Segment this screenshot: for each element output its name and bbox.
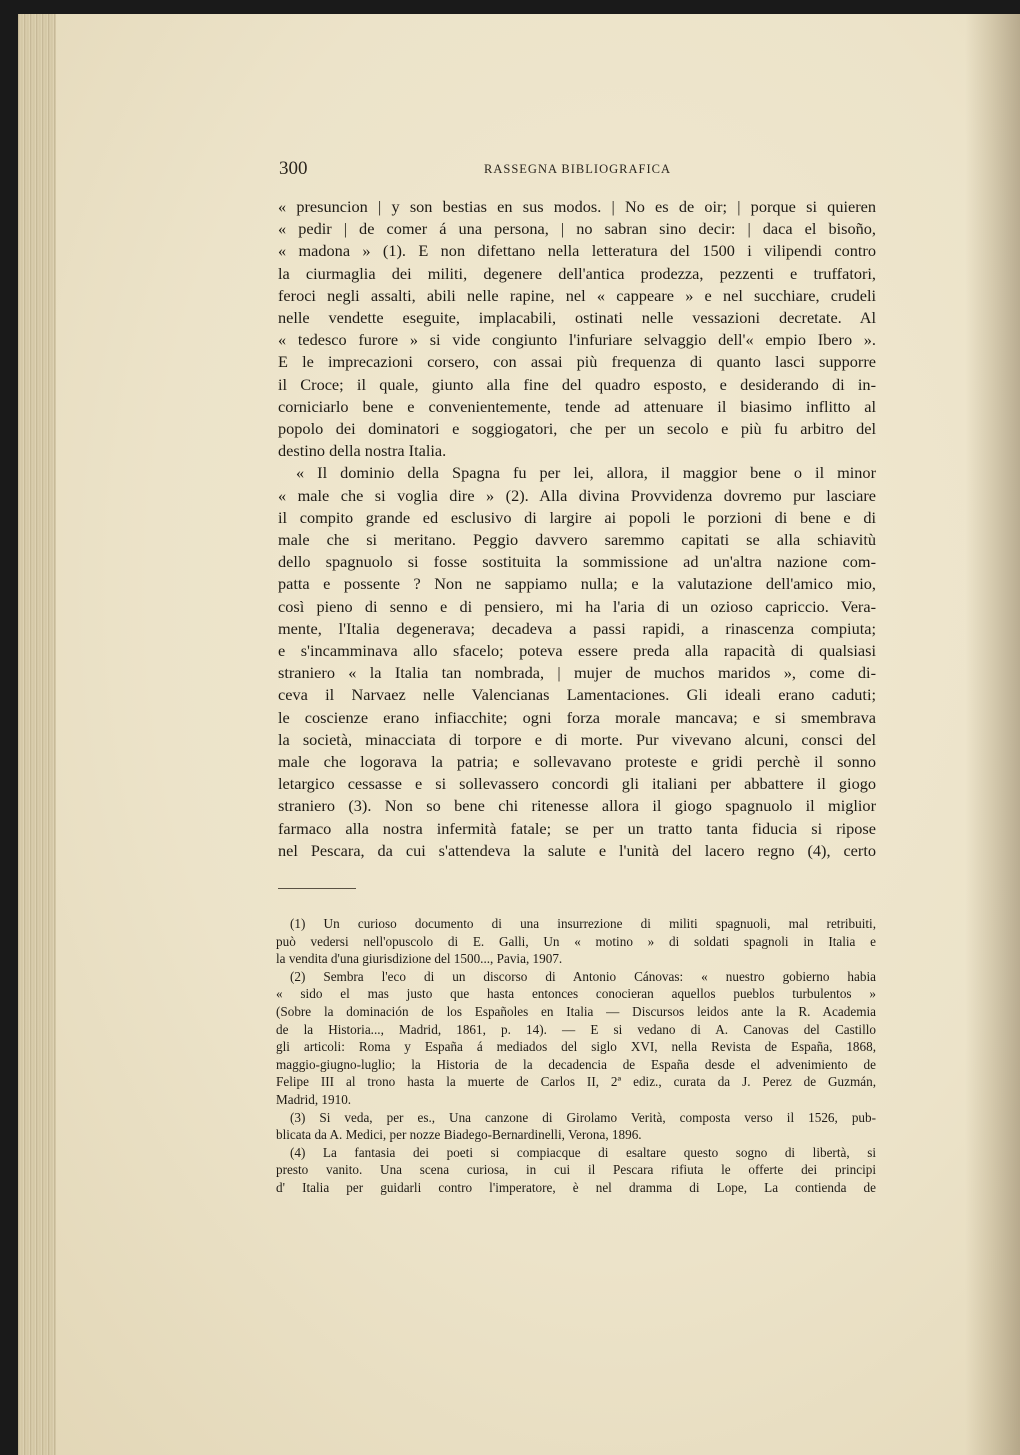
text-line: straniero « la Italia tan nombrada, | mujer de muchos maridos », come di- [278,663,876,683]
binding-gutter [965,14,1020,1455]
text-line: così pieno di senno e di pensiero, mi ha l'aria di un ozioso capriccio. Vera- [278,596,876,616]
text-line: feroci negli assalti, abili nelle rapine, nel « cappeare » e nel succhiare, crudeli [278,285,876,305]
text-line: male che si meritano. Peggio davvero saremmo capitati se alla schiavitù [278,530,876,550]
text-line: nelle vendette eseguite, implacabili, ostinati nelle vessazioni decretate. Al [278,308,876,328]
page-header [279,158,876,180]
text-line: male che logorava la patria; e sollevavano proteste e gridi perchè il sonno [278,752,876,772]
footnote-line: d' Italia per guidarli contro l'imperatore, è nel dramma di Lope, La contienda de [276,1179,876,1195]
text-line: « tedesco furore » si vide congiunto l'infuriare selvaggio dell'« empio Ibero ». [278,330,876,350]
text-line: dello spagnuolo si fosse sostituita la sommissione ad un'altra nazione com- [278,552,876,572]
footnote-line: Felipe III al trono hasta la muerte de Carlos II, 2ª ediz., curata da J. Perez de Guzmán, [276,1074,876,1090]
footnotes [276,915,876,1197]
text-line: « male che si voglia dire » (2). Alla divina Provvidenza dovremo pur lasciare [278,485,876,505]
page-edges [18,14,56,1455]
text-line: letargico cessasse e si sollevassero concordi gli italiani per abbattere il giogo [278,774,876,794]
text-line: straniero (3). Non so bene chi ritenesse allora il giogo spagnuolo il miglior [278,796,876,816]
text-line: farmaco alla nostra infermità fatale; se per un tratto tanta fiducia si ripose [278,818,876,838]
footnote-line: « sido el mas justo que hasta entonces conocieran aquellos pueblos turbulentos » [276,986,876,1002]
text-line: il compito grande ed esclusivo di largire ai popoli le porzioni di bene e di [278,507,876,527]
footnote-line: blicata da A. Medici, per nozze Biadego-Bernardinelli, Verona, 1896. [276,1127,642,1143]
footnote-line: Madrid, 1910. [276,1091,352,1107]
text-line: « madona » (1). E non difettano nella letteratura del 1500 i vilipendi contro [278,241,876,261]
text-line: e s'incamminava allo sfacelo; poteva essere preda alla rapacità di qualsiasi [278,641,876,661]
text-line: la ciurmaglia dei militi, degenere dell'antica prodezza, pezzenti e truffatori, [278,263,876,283]
footnote-line: (3) Si veda, per es., Una canzone di Girolamo Verità, composta verso il 1526, pub- [290,1109,876,1125]
text-line: « Il dominio della Spagna fu per lei, allora, il maggior bene o il minor [296,463,876,483]
text-line: destino della nostra Italia. [278,441,447,461]
text-line: le coscienze erano infiacchite; ogni forza morale mancava; e si smembrava [278,707,876,727]
page-number: 300 [279,158,308,179]
footnote-line: presto vanito. Una scena curiosa, in cui il Pescara rifiuta le offerte dei principi [276,1162,876,1178]
text-line: « pedir | de comer á una persona, | no sabran sino decir: | daca el bisoño, [278,219,876,239]
text-line: ceva il Narvaez nelle Valencianas Lamentaciones. Gli ideali erano caduti; [278,685,876,705]
footnote-divider [278,888,356,889]
footnote-line: gli articoli: Roma y España á mediados del siglo XVI, nella Revista de España, 1868, [276,1039,876,1055]
text-line: E le imprecazioni corsero, con assai più frequenza di quanto lasci supporre [278,352,876,372]
text-line: corniciarlo bene e convenientemente, tende ad attenuare il biasimo inflitto al [278,396,876,416]
footnote-line: (1) Un curioso documento di una insurrezione di militi spagnuoli, mal retribuiti, [290,916,876,931]
footnote-line: de la Historia..., Madrid, 1861, p. 14). — E si vedano di A. Canovas del Castillo [276,1021,876,1037]
text-line: popolo dei dominatori e soggiogatori, che per un secolo e più fu arbitro del [278,419,876,439]
text-line: nel Pescara, da cui s'attendeva la salute e l'unità del lacero regno (4), certo [278,840,876,860]
main-text [278,196,876,862]
text-line: mente, l'Italia degenerava; decadeva a passi rapidi, a rinascenza compiuta; [278,618,876,638]
footnote-line: maggio-giugno-luglio; la Historia de la decadencia de España desde el advenimiento de [276,1056,876,1072]
text-line: il Croce; il quale, giunto alla fine del quadro esposto, e desiderando di in- [278,374,876,394]
footnote-line: (2) Sembra l'eco di un discorso di Antonio Cánovas: « nuestro gobierno habia [290,968,876,984]
footnote-line: può vedersi nell'opuscolo di E. Galli, Un « motino » di soldati spagnoli in Italia e [276,933,876,949]
text-line: « presuncion | y son bestias en sus modos. | No es de oir; | porque si quieren [278,197,876,216]
running-title: RASSEGNA BIBLIOGRAFICA [484,162,671,176]
text-line: patta e possente ? Non ne sappiamo nulla; e la valutazione dell'amico mio, [278,574,876,594]
text-line: la società, minacciata di torpore e di morte. Pur vivevano alcuni, consci del [278,729,876,749]
footnote-line: (Sobre la dominación de los Españoles en Italia — Discursos leidos ante la R. Academia [276,1003,876,1019]
footnote-line: la vendita d'una giurisdizione del 1500..., Pavia, 1907. [276,951,563,967]
footnote-line: (4) La fantasia dei poeti si compiacque di esaltare questo sogno di libertà, si [290,1144,876,1160]
